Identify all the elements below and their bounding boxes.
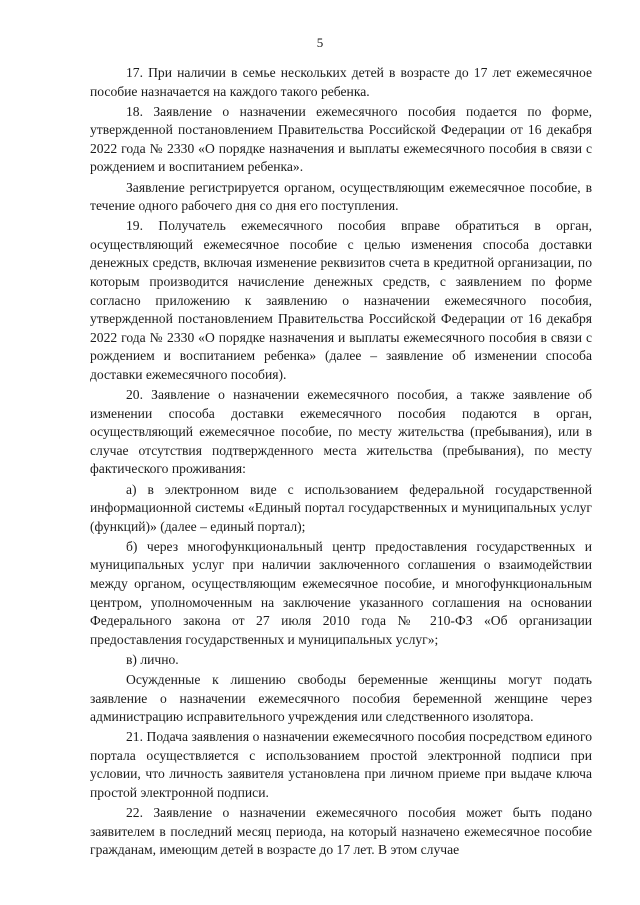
paragraph-18: 18. Заявление о назначении ежемесячного пособия подается по форме, утвержденной постановлением Правительства Российской Федерации от 16 декабря 2022 года № 2330 «О порядке назначения и выплаты ежемесячного пособия в связи с рождением и воспитанием ребенка». [90, 103, 592, 175]
paragraph-20-convicted: Осужденные к лишению свободы беременные женщины могут подать заявление о назначении ежемесячного пособия беременной женщине через администрацию исправительного учреждения или следственного изолятора. [90, 672, 592, 725]
paragraph-20-b: б) через многофункциональный центр предоставления государственных и муниципальных услуг при наличии заключенного соглашения о взаимодействии между органом, осуществляющим ежемесячное пособие, и многофункциональным центром, уполномоченным на заключение указанного соглашения на основании Федерального закона от 27 июля 2010 года № 210-ФЗ «Об организации предоставления государственных и муниципальных услуг»; [90, 538, 592, 647]
paragraph-20-v: в) лично. [126, 651, 179, 667]
paragraph-22: 22. Заявление о назначении ежемесячного пособия может быть подано заявителем в последний месяц периода, на который назначено ежемесячное пособие гражданам, имеющим детей в возрасте до 17 лет. В этом случае [90, 805, 592, 858]
paragraph-21: 21. Подача заявления о назначении ежемесячного пособия посредством единого портала осуществляется с использованием простой электронной подписи при условии, что личность заявителя установлена при личном приеме при выдаче ключа простой электронной подписи. [90, 729, 592, 801]
page-number: 5 [316, 35, 324, 50]
document-body [90, 64, 592, 861]
paragraph-17: 17. При наличии в семье нескольких детей в возрасте до 17 лет ежемесячное пособие назначается на каждого такого ребенка. [90, 65, 592, 99]
paragraph-20: 20. Заявление о назначении ежемесячного пособия, а также заявление об изменении способа доставки ежемесячного пособия подаются в орган, осуществляющий ежемесячное пособие, по месту жительства (пребывания), или в случае отсутствия подтвержденного места жительства (пребывания), по месту фактического проживания: [90, 387, 592, 477]
paragraph-18-registration: Заявление регистрируется органом, осуществляющим ежемесячное пособие, в течение одного рабочего дня со дня его поступления. [90, 179, 592, 214]
paragraph-19: 19. Получатель ежемесячного пособия вправе обратиться в орган, осуществляющий ежемесячное пособие с целью изменения способа доставки денежных средств, включая изменение реквизитов счета в кредитной организации, по которым производится начисление денежных средств, с заявлением по форме согласно приложению к заявлению о назначении ежемесячного пособия, утвержденной постановлением Правительства Российской Федерации от 16 декабря 2022 года № 2330 «О порядке назначения и выплаты ежемесячного пособия в связи с рождением и воспитанием ребенка» (далее – заявление об изменении способа доставки ежемесячного пособия). [90, 218, 592, 382]
paragraph-20-a: а) в электронном виде с использованием федеральной государственной информационной системы «Единый портал государственных и муниципальных услуг (функций)» (далее – единый портал); [90, 481, 592, 534]
